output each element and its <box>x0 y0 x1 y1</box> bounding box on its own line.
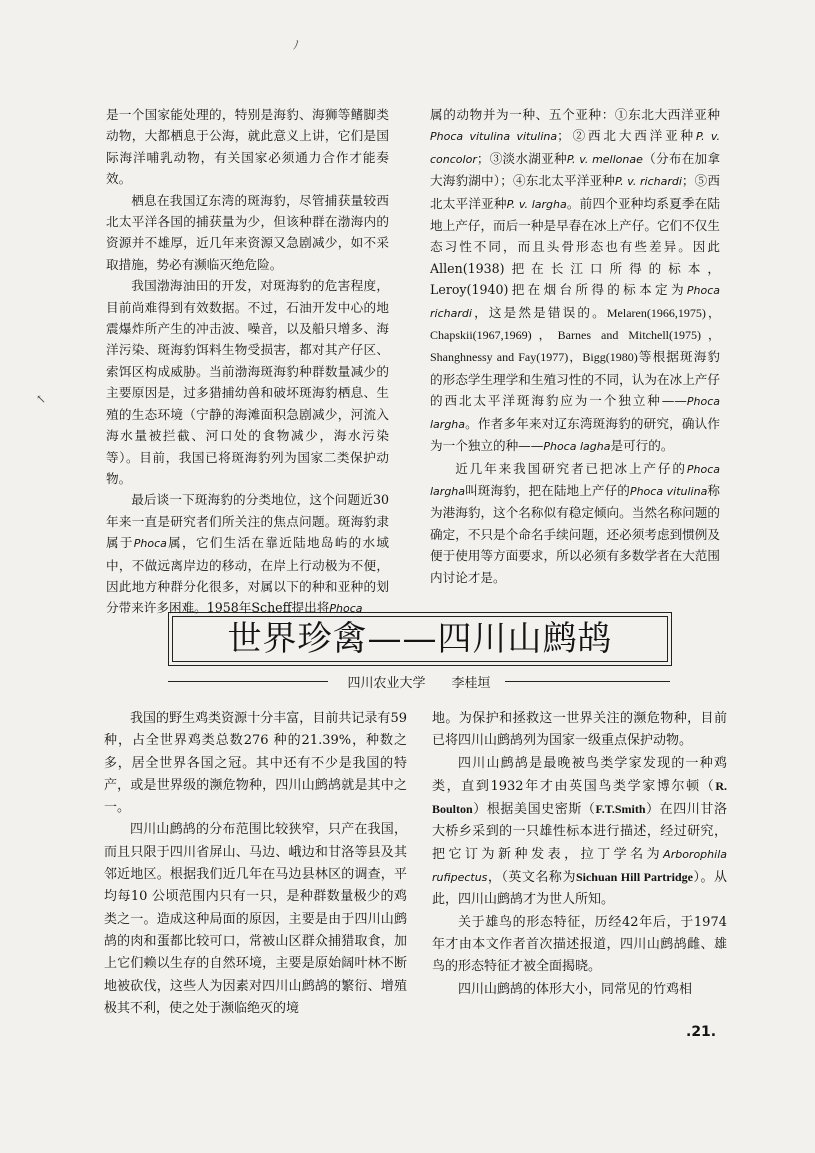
english-name: Sichuan Hill Partridge <box>575 870 693 885</box>
text-run: ）在四川甘洛大桥乡采到的一只雄性标本进行描述，经过研究，把它订为新种发表，拉丁学名为 <box>432 802 727 862</box>
reference-list: Melaren(1966,1975)，Chapskii(1967,1969)，Barnes and Mitchell(1975)，Shanghnessy and Fay(1977)，Bigg(1980) <box>430 305 720 365</box>
text-run: ）。从此，四川山鹧鸪才为世人所知。 <box>432 870 727 908</box>
latin-name: Phoca <box>133 537 167 551</box>
paragraph: 是一个国家能处理的，特别是海豹、海狮等鳍脚类动物，大都栖息于公海，就此意义上讲，它们是国际海洋哺乳动物，有关国家必须通力合作才能奏效。 <box>106 107 389 187</box>
text-run: ；②西北大西洋亚种 <box>557 128 696 144</box>
paragraph <box>432 753 727 912</box>
text-run: 等根据斑海豹的形态学生理学和生殖习性的不同，认为在冰上产仔的西北太平洋斑海豹应为一个独立种—— <box>430 349 720 409</box>
bottom-right-column <box>432 708 727 1001</box>
paragraph: 栖息在我国辽东湾的斑海豹，尽管捕获量较西北太平洋各国的捕获量为少，但该种群在渤海内的资源并不雄厚，近几年来资源又急剧减少，如不采取措施，势必有濒临灭绝危险。 <box>106 192 389 272</box>
text-run: （分布在加拿大海豹湖中）；④东北太平洋亚种 <box>430 150 721 189</box>
paragraph: 四川山鹧鸪的分布范围比较狭窄，只产在我国，而且只限于四川省屏山、马边、峨边和甘洛等县及其邻近地区。根据我们近几年在马边县林区的调查，平均每10 公顷范围内只有一只，是种群数量极少的鸡类之一。造成这种局面的原因，主要是由于四川山鹧鸪的肉和蛋都比较可口，常被山区群众捕猎取食，加上它们赖以生存的自然环境，主要是原始阔叶林不断地被砍伐，这些人为因素对四川山鹧鸪的繁衍、增殖极其不利，使之处于濒临绝灭的境 <box>104 822 407 1016</box>
latin-name: Phoca vitulina <box>629 484 708 498</box>
text-run: ）根据美国史密斯（ <box>472 802 596 818</box>
page-number: .21. <box>686 1024 717 1040</box>
paragraph: 我国渤海油田的开发，对斑海豹的危害程度，目前尚难得到有效数据。不过，石油开发中心的地震爆炸所产生的冲击波、噪音，以及船只增多、海洋污染、斑海豹饵料生物受损害，都对其产仔区、索饵区构成威胁。当前渤海斑海豹种群数量减少的主要原因是，过多猎捕幼兽和破坏斑海豹栖息、生殖的生态环境（宁静的海滩面积急剧减少，河流入海水量被拦截、河口处的食物减少，海水污染等）。目前，我国已将斑海豹列为国家二类保护动物。 <box>106 278 389 486</box>
latin-name: Arborophila rufipectus <box>432 847 727 885</box>
latin-name: Phoca vitulina vitulina <box>430 130 558 144</box>
article-title-box <box>168 612 672 666</box>
text-run: 四川山鹧鸪是最晚被鸟类学家发现的一种鸡类，直到1932年才由英国鸟类学家博尔顿（ <box>432 755 727 794</box>
author-name: 李桂垣 <box>451 675 491 691</box>
scan-mark-left: ↖ <box>36 392 47 406</box>
scan-mark-top: ﾉ <box>293 38 300 52</box>
paragraph <box>430 104 720 458</box>
latin-name: P. v. concolor <box>430 130 721 166</box>
text-run: 是可行的。 <box>610 438 674 454</box>
text-run: 称为港海豹，这个名称似有稳定倾向。当然名称问题的确定，不只是个命名手续问题，还必须考虑到惯例及便于使用等方面要求，所以必须有多数学者在大范围内讨论才是。 <box>430 482 721 585</box>
latin-name: P. v. richardi <box>614 175 682 189</box>
text-run: ，（英文名称为 <box>487 870 576 886</box>
latin-name: Phoca lagha <box>543 440 611 454</box>
byline <box>168 670 670 692</box>
latin-name: P. v. mellonae <box>566 152 643 166</box>
author-institution: 四川农业大学 <box>347 675 426 691</box>
paragraph: 我国的野生鸡类资源十分丰富，目前共记录有59种，占全世界鸡类总数276 种的21.39%，种数之多，居全世界各国之冠。其中还有不少是我国的特产，或是世界级的濒危物种，四川山鹧鸪就是其中之一。 <box>104 711 407 816</box>
text-run: 。前四个亚种均系夏季在陆地上产仔，而后一种是早春在冰上产仔。它们不仅生态习性不同，而且头骨形态也有些差异。因此Allen(1938)把在长江口所得的标本，Leroy(1940)把在烟台所得的标本定为 <box>430 195 721 298</box>
paragraph <box>106 489 389 619</box>
text-run: 。作者多年来对辽东湾斑海豹的研究，确认作为一个独立的种—— <box>430 415 720 454</box>
latin-name: Phoca largha <box>430 462 720 498</box>
text-run: 属，它们生活在靠近陆地岛屿的水域中，不做远离岸边的移动，在岸上行动极为不便，因此地方种群分化很多，对属以下的种和亚种的划分带来许多困难。1958年Scheff提出将 <box>106 535 390 616</box>
text-run: 属的动物并为一种、五个亚种：①东北大西洋亚种 <box>430 107 720 122</box>
latin-name: Phoca <box>329 602 363 616</box>
paragraph: 四川山鹧鸪的体形大小，同常见的竹鸡相 <box>458 981 693 997</box>
latin-name: Phoca richardi <box>430 284 720 320</box>
top-left-column <box>106 104 389 620</box>
paragraph: 地。为保护和拯救这一世界关注的濒危物种，目前已将四川山鹧鸪列为国家一级重点保护动物。 <box>432 711 727 749</box>
text-run: 近几年来我国研究者已把冰上产仔的 <box>455 460 687 476</box>
top-right-column <box>430 104 720 588</box>
article-title: 世界珍禽——四川山鹧鸪 <box>227 619 613 659</box>
text-run: ，这是然是错误的。 <box>471 304 607 320</box>
paragraph: 关于雄鸟的形态特征，历经42年后，于1974年才由本文作者首次描述报道，四川山鹧鸪雌、雄鸟的形态特征才被全面揭晓。 <box>432 914 727 975</box>
text-run: ；⑤西北太平洋亚种 <box>430 173 721 211</box>
bottom-left-column <box>104 708 407 1020</box>
paragraph <box>430 458 720 588</box>
text-run: 叫斑海豹，把在陆地上产仔的 <box>465 482 630 498</box>
text-run: ；③淡水湖亚种 <box>476 150 567 166</box>
latin-name: P. v. largha <box>506 197 567 211</box>
latin-name: Phoca largha <box>430 395 720 431</box>
english-name: F.T.Smith <box>595 802 646 817</box>
text-run: 最后谈一下斑海豹的分类地位，这个问题近30年来一直是研究者们所关注的焦点问题。斑海豹隶属于 <box>106 492 389 551</box>
english-name: R. Boulton <box>432 778 727 817</box>
